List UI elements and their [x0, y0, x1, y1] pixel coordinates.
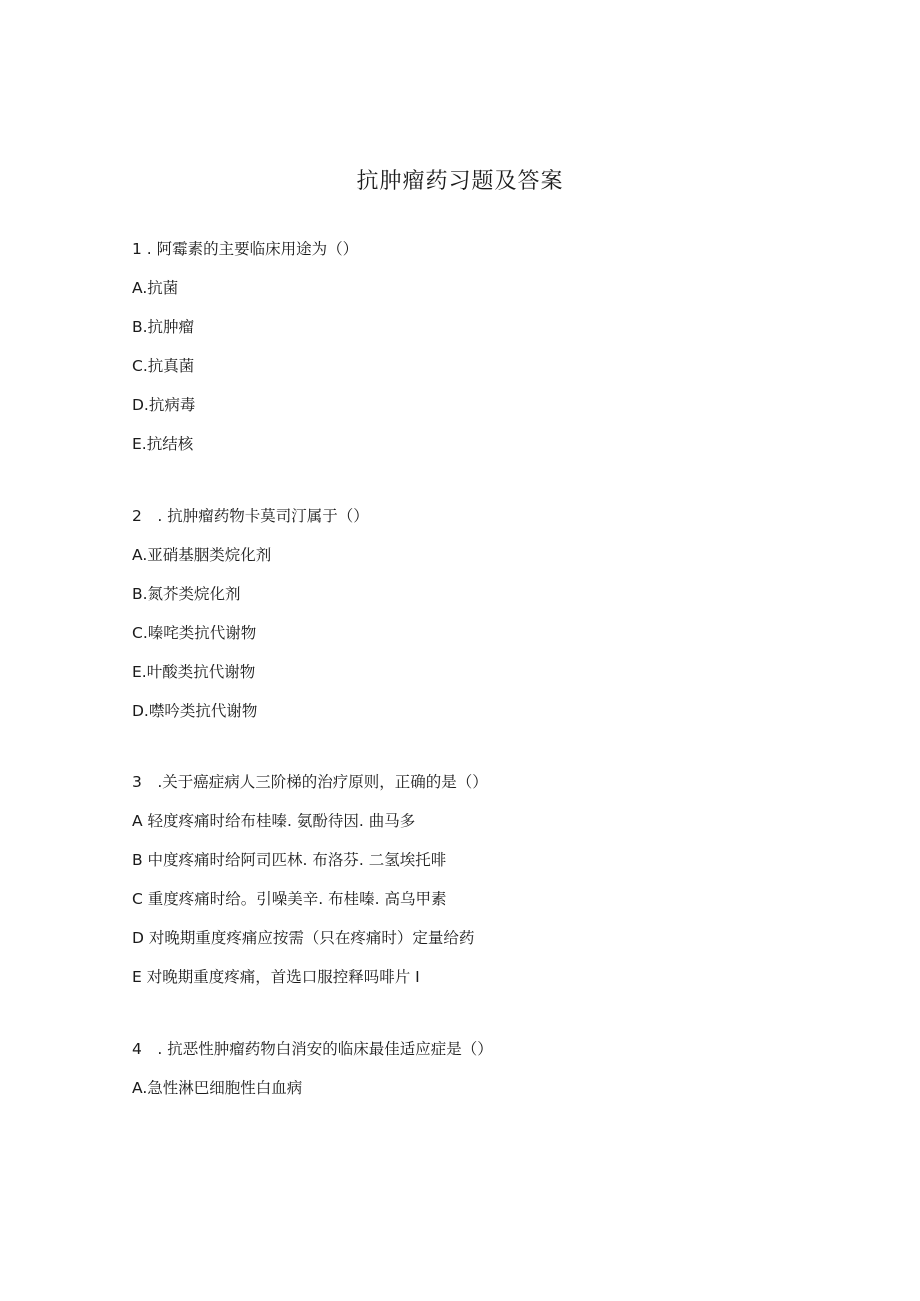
option-b: B.氮芥类烷化剂 — [132, 585, 241, 603]
option-a: A.急性淋巴细胞性白血病 — [132, 1079, 303, 1097]
question-3 — [132, 769, 852, 1003]
question-1 — [132, 236, 852, 470]
question-stem: 4 . 抗恶性肿瘤药物白消安的临床最佳适应症是（） — [132, 1040, 493, 1058]
option-d: D.噤吟类抗代谢物 — [132, 702, 258, 720]
option-e: E.叶酸类抗代谢物 — [132, 663, 256, 681]
question-stem: 3 .关于癌症病人三阶梯的治疗原则，正确的是（） — [132, 773, 488, 791]
option-b: B.抗肿瘤 — [132, 318, 195, 336]
option-c: C.嗪咤类抗代谢物 — [132, 624, 257, 642]
option-c: C 重度疼痛时给。引噪美辛. 布桂嗪. 高乌甲素 — [132, 890, 447, 908]
question-stem: 2 . 抗肿瘤药物卡莫司汀属于（） — [132, 507, 369, 525]
option-c: C.抗真菌 — [132, 357, 195, 375]
option-e: E 对晚期重度疼痛，首选口服控释吗啡片 I — [132, 968, 420, 986]
document-title: 抗肿瘤药习题及答案 — [356, 169, 564, 194]
option-d: D 对晚期重度疼痛应按需（只在疼痛时）定量给药 — [132, 929, 475, 947]
option-a: A.抗菌 — [132, 279, 179, 297]
option-b: B 中度疼痛时给阿司匹林. 布洛芬. 二氢埃托啡 — [132, 851, 447, 869]
option-a: A 轻度疼痛时给布桂嗪. 氨酚待因. 曲马多 — [132, 812, 416, 830]
question-stem: 1 . 阿霉素的主要临床用途为（） — [132, 240, 359, 258]
option-d: D.抗病毒 — [132, 396, 196, 414]
question-2 — [132, 503, 852, 737]
question-4 — [132, 1036, 852, 1114]
option-e: E.抗结核 — [132, 435, 194, 453]
option-a: A.亚硝基胭类烷化剂 — [132, 546, 272, 564]
